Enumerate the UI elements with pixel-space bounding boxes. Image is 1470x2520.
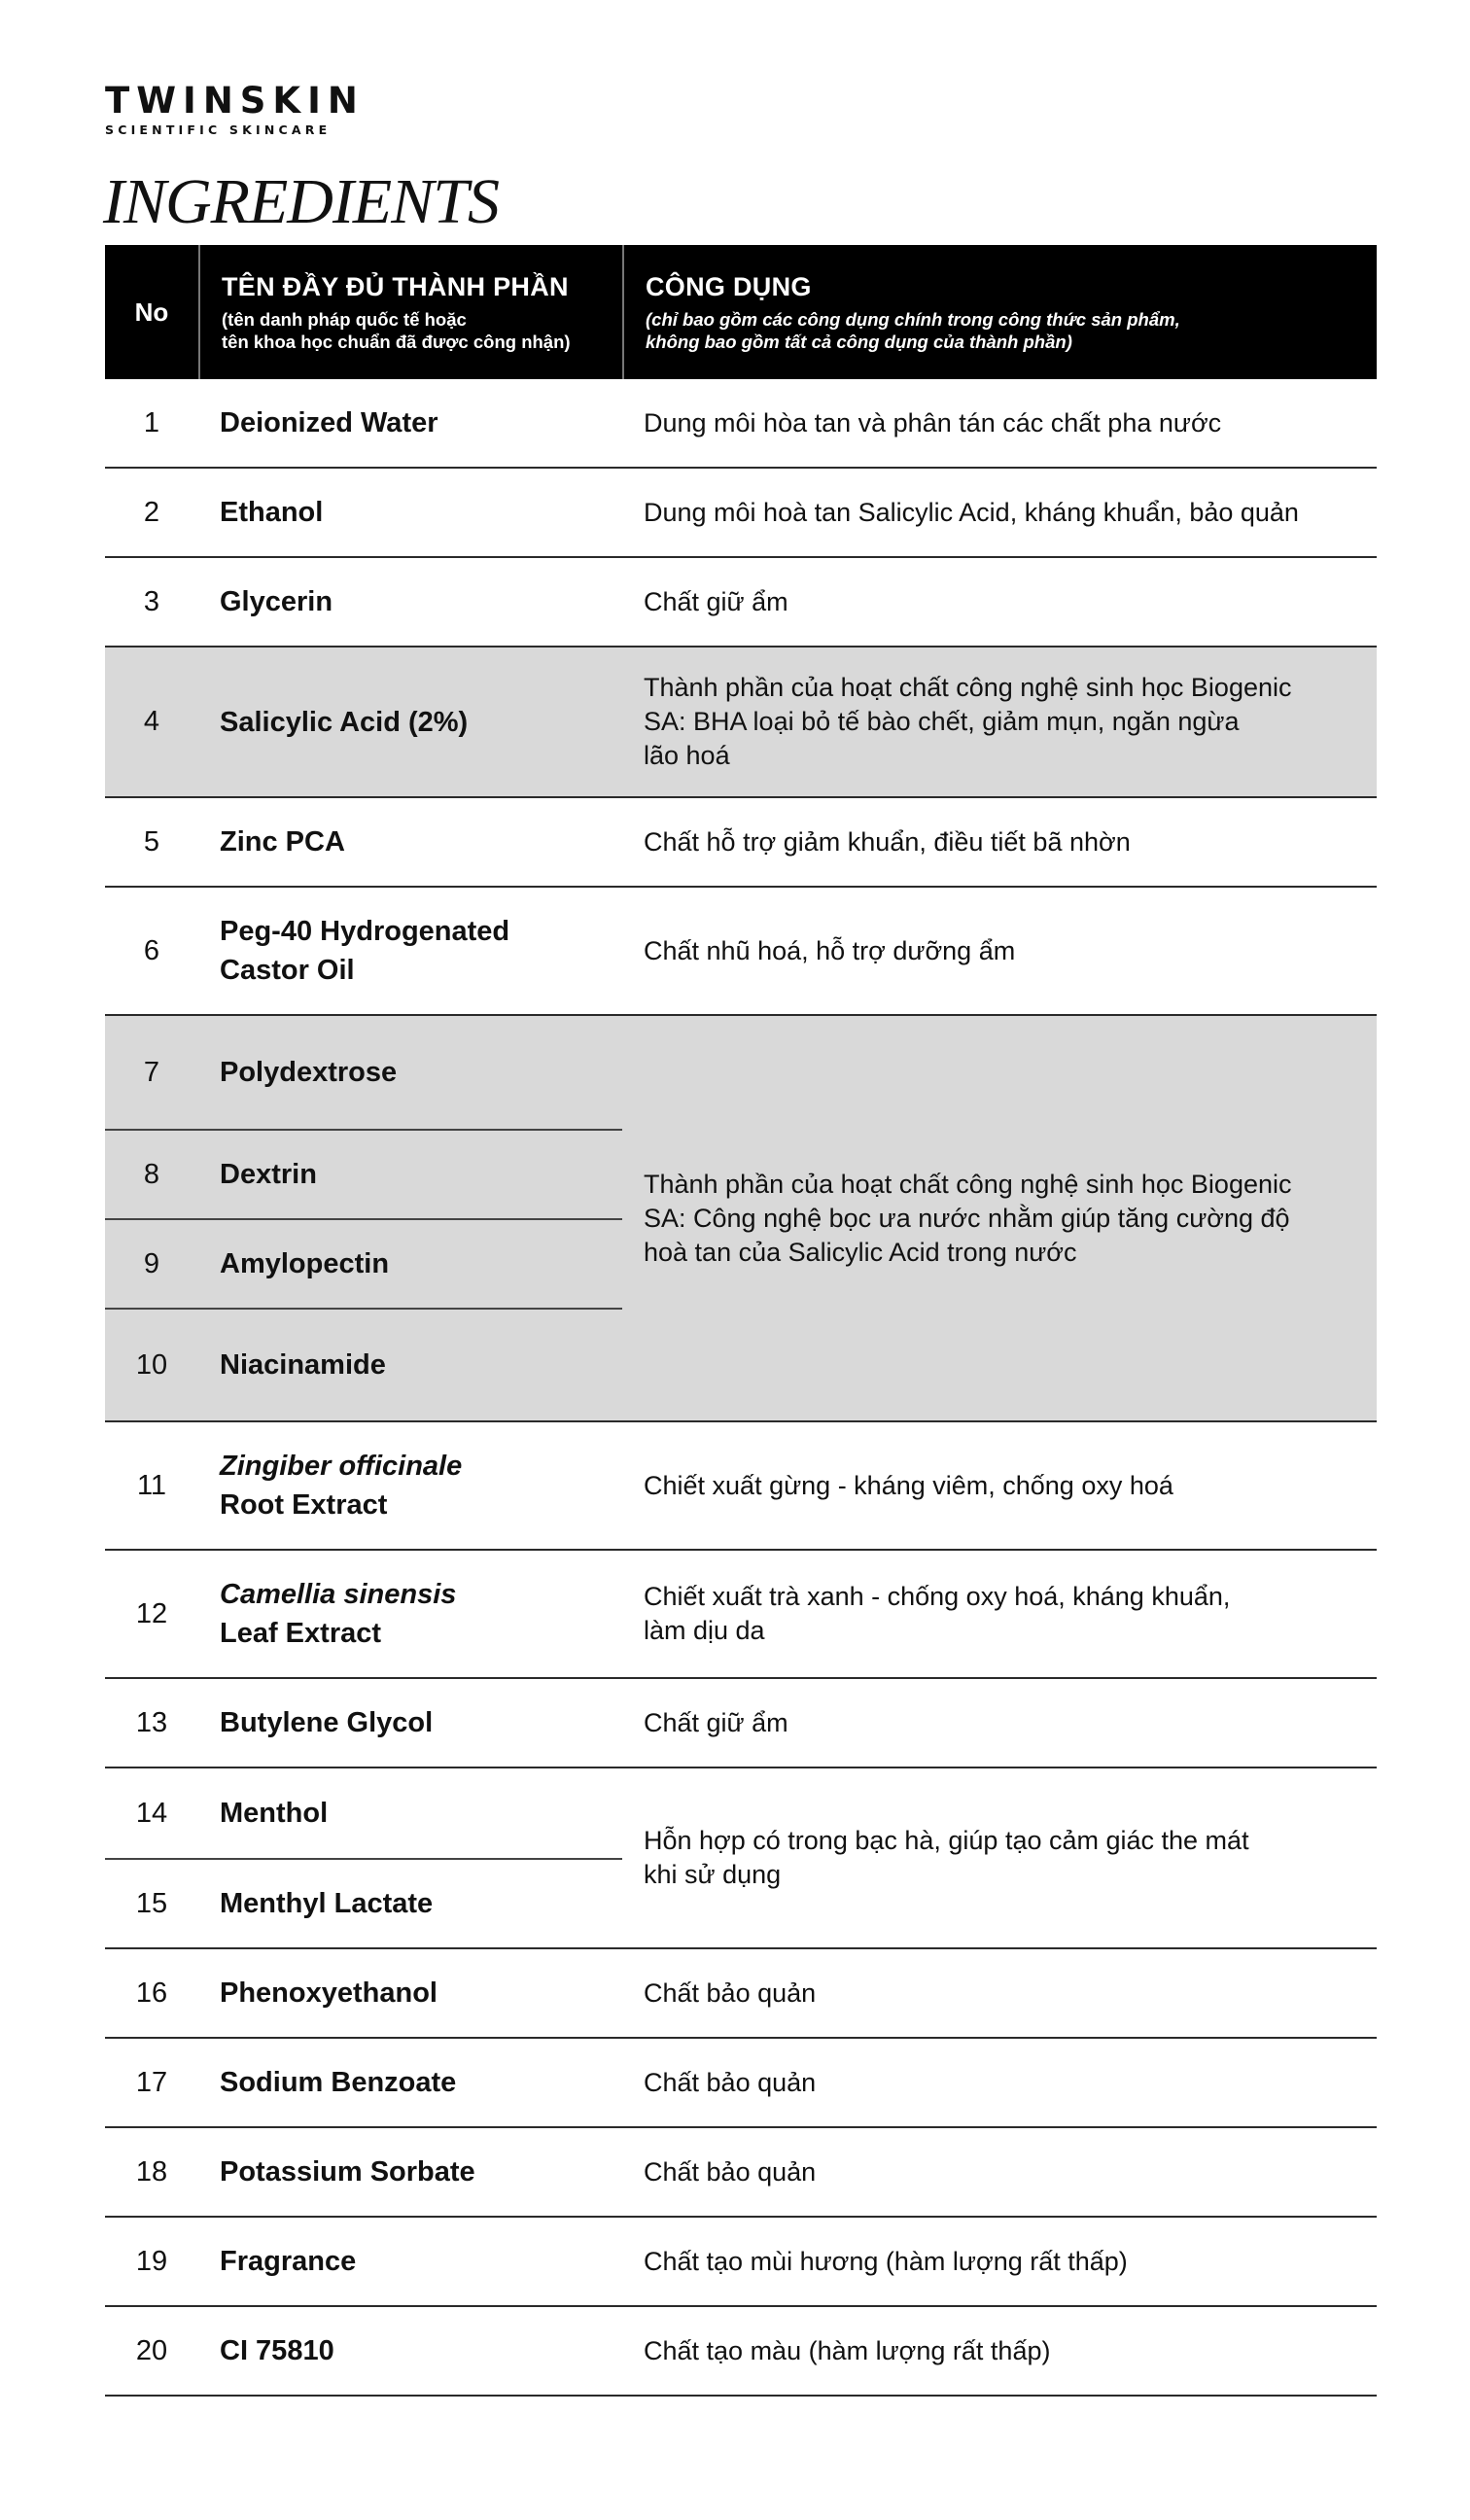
- table-row: [105, 888, 1377, 1016]
- row-number: 19: [135, 2245, 168, 2277]
- ingredient-name: Zinc PCA: [220, 826, 345, 858]
- table-row: [105, 648, 1377, 798]
- ingredient-name: CI 75810: [220, 2335, 334, 2366]
- header-name-sub2: tên khoa học chuẩn đã được công nhận): [222, 331, 571, 352]
- ingredient-use-line: Thành phần của hoạt chất công nghệ sinh học Biogenic: [644, 673, 1292, 702]
- ingredient-use-line: Chiết xuất trà xanh - chống oxy hoá, kháng khuẩn,: [644, 1582, 1231, 1611]
- table-row: [105, 379, 1377, 469]
- row-number: 2: [143, 496, 160, 528]
- row-number: 16: [135, 1977, 168, 2009]
- row-number: 3: [143, 585, 160, 617]
- ingredient-use: [622, 1824, 1269, 1892]
- brand-logo: [105, 82, 365, 137]
- table-row: [105, 1218, 622, 1308]
- brand-tagline: SCIENTIFIC SKINCARE: [105, 122, 332, 137]
- table-row: [105, 1949, 1377, 2039]
- table-row: [105, 2307, 1377, 2397]
- ingredient-use: [622, 671, 1377, 773]
- row-number: 1: [143, 406, 160, 438]
- ingredient-use-line: khi sử dụng: [644, 1860, 782, 1889]
- ingredient-name: Phenoxyethanol: [220, 1978, 438, 2009]
- ingredient-name: Deionized Water: [220, 407, 438, 438]
- header-use: [622, 245, 1377, 379]
- ingredient-use: Chất bảo quản: [644, 2067, 817, 2097]
- ingredient-use: Chất tạo màu (hàm lượng rất thấp): [644, 2335, 1051, 2365]
- ingredient-name: [198, 1447, 622, 1524]
- ingredient-name: Polydextrose: [220, 1057, 398, 1088]
- row-number: 9: [143, 1247, 160, 1279]
- row-number: 6: [143, 934, 160, 966]
- ingredients-table: [105, 245, 1377, 2397]
- ingredient-use: Dung môi hoà tan Salicylic Acid, kháng khuẩn, bảo quản: [644, 497, 1299, 527]
- ingredient-use: Chất giữ ẩm: [644, 586, 788, 616]
- table-row: [105, 1308, 622, 1420]
- group-names: [105, 1016, 622, 1420]
- header-use-title: CÔNG DỤNG: [646, 271, 812, 301]
- ingredient-use-line: SA: BHA loại bỏ tế bào chết, giảm mụn, ngăn ngừa: [644, 707, 1240, 736]
- ingredient-use: [622, 1580, 1377, 1648]
- header-no: No: [134, 297, 169, 327]
- header-name: [198, 245, 622, 379]
- ingredient-name: Dextrin: [220, 1159, 317, 1190]
- group-use: [622, 1768, 1377, 1947]
- header-use-sub1: (chỉ bao gồm các công dụng chính trong công thức sản phẩm,: [646, 308, 1180, 330]
- table-row-group: [105, 1016, 1377, 1422]
- row-number: 20: [135, 2334, 168, 2366]
- row-number: 15: [135, 1887, 168, 1919]
- row-number: 14: [135, 1797, 168, 1829]
- ingredient-use: Chiết xuất gừng - kháng viêm, chống oxy hoá: [644, 1470, 1173, 1500]
- ingredient-use: Chất bảo quản: [644, 2156, 817, 2187]
- row-number: 5: [143, 825, 160, 858]
- ingredient-use: [622, 1168, 1312, 1270]
- ingredient-name-latin: Zingiber officinale: [220, 1451, 463, 1482]
- row-number: 11: [136, 1469, 167, 1501]
- row-number: 7: [143, 1056, 160, 1088]
- table-row: [105, 1551, 1377, 1679]
- ingredient-name-line: Leaf Extract: [220, 1618, 382, 1649]
- ingredient-use: Chất nhũ hoá, hỗ trợ dưỡng ẩm: [644, 935, 1016, 965]
- table-row: [105, 1422, 1377, 1551]
- ingredient-use-line: lão hoá: [644, 741, 730, 770]
- ingredient-name-line: Root Extract: [220, 1489, 388, 1521]
- table-row: [105, 1768, 622, 1858]
- brand-name: TWINSKIN: [105, 80, 365, 122]
- table-row: [105, 1679, 1377, 1768]
- ingredient-name: Butylene Glycol: [220, 1707, 434, 1738]
- ingredient-name: Menthyl Lactate: [220, 1888, 434, 1919]
- table-row-group: [105, 1768, 1377, 1949]
- row-number: 12: [135, 1597, 168, 1629]
- ingredient-use: Chất bảo quản: [644, 1978, 817, 2008]
- row-number: 17: [135, 2066, 168, 2098]
- table-row: [105, 1858, 622, 1947]
- header-name-sub1: (tên danh pháp quốc tế hoặc: [222, 308, 467, 330]
- ingredient-name: Ethanol: [220, 497, 324, 528]
- ingredient-name: Potassium Sorbate: [220, 2156, 475, 2188]
- row-number: 13: [135, 1706, 168, 1738]
- ingredient-name: Amylopectin: [220, 1248, 390, 1279]
- table-row: [105, 558, 1377, 648]
- ingredient-use: Chất hỗ trợ giảm khuẩn, điều tiết bã nhờn: [644, 826, 1131, 857]
- ingredient-name-line: Castor Oil: [220, 955, 355, 986]
- ingredient-name-line: Peg-40 Hydrogenated: [220, 916, 510, 947]
- row-number: 4: [143, 706, 160, 737]
- ingredient-name: Niacinamide: [220, 1349, 386, 1381]
- header-name-title: TÊN ĐẦY ĐỦ THÀNH PHẦN: [222, 271, 569, 301]
- table-row: [105, 469, 1377, 558]
- ingredient-name-latin: Camellia sinensis: [220, 1579, 457, 1610]
- table-row: [105, 798, 1377, 888]
- ingredient-use-line: hoà tan của Salicylic Acid trong nước: [644, 1237, 1077, 1267]
- group-use: [622, 1016, 1377, 1420]
- table-row: [105, 2128, 1377, 2218]
- table-row: [105, 2039, 1377, 2128]
- table-row: [105, 1016, 622, 1129]
- ingredient-name: Salicylic Acid (2%): [220, 706, 469, 738]
- ingredient-use-line: SA: Công nghệ bọc ưa nước nhằm giúp tăng cường độ: [644, 1203, 1290, 1233]
- ingredient-use: Chất tạo mùi hương (hàm lượng rất thấp): [644, 2246, 1128, 2276]
- ingredient-use-line: làm dịu da: [644, 1616, 765, 1645]
- header-use-sub2: không bao gồm tất cả công dụng của thành phần): [646, 331, 1072, 352]
- table-header: [105, 245, 1377, 379]
- ingredient-name: Fragrance: [220, 2246, 357, 2277]
- ingredient-name: Sodium Benzoate: [220, 2067, 457, 2098]
- row-number: 18: [135, 2155, 168, 2188]
- row-number: 8: [143, 1158, 160, 1190]
- ingredient-name: Menthol: [220, 1798, 329, 1829]
- ingredient-name: [198, 1575, 622, 1653]
- group-names: [105, 1768, 622, 1947]
- table-row: [105, 2218, 1377, 2307]
- table-row: [105, 1129, 622, 1218]
- row-number: 10: [135, 1348, 168, 1381]
- ingredient-use: Dung môi hòa tan và phân tán các chất pha nước: [644, 407, 1222, 438]
- ingredient-use: Chất giữ ẩm: [644, 1707, 788, 1737]
- ingredient-name: [198, 912, 622, 990]
- page-title: INGREDIENTS: [103, 166, 499, 237]
- ingredient-use-line: Thành phần của hoạt chất công nghệ sinh học Biogenic: [644, 1169, 1292, 1199]
- ingredient-use-line: Hỗn hợp có trong bạc hà, giúp tạo cảm giác the mát: [644, 1826, 1249, 1855]
- ingredient-name: Glycerin: [220, 586, 333, 617]
